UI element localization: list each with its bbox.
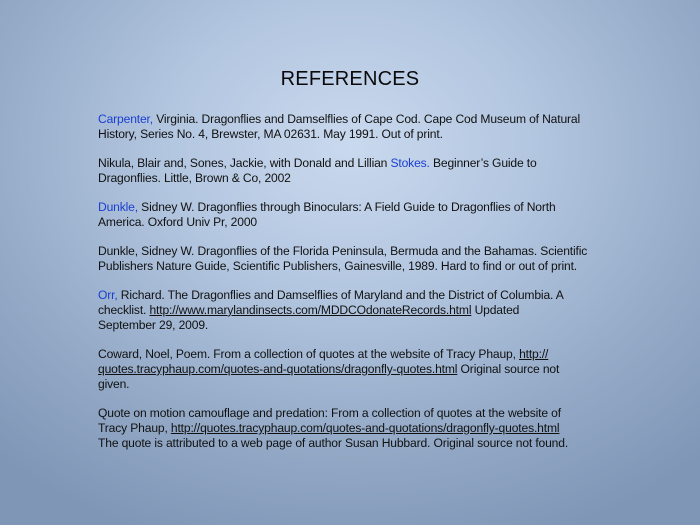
reference-link[interactable]: http:// [519,346,549,361]
reference-text: Publishers Nature Guide, Scientific Publishers, Gainesville, 1989. Hard to find or out of print. [98,258,578,273]
reference-line [98,171,598,186]
reference-text: Tracy Phaup, [98,421,171,436]
reference-line [98,244,598,259]
reference-item [98,244,598,274]
reference-line [98,303,598,318]
slide-title: REFERENCES [280,68,420,90]
reference-text: America. Oxford Univ Pr, 2000 [98,215,257,230]
reference-line [98,377,598,392]
reference-text: Virginia. Dragonflies and Damselflies of Cape Cod. Cape Cod Museum of Natural [152,112,581,126]
reference-text: Updated [471,302,520,317]
reference-line [98,259,598,274]
reference-line [98,421,598,436]
reference-item [98,112,598,142]
reference-line [98,127,598,142]
reference-text: checklist. [98,302,150,317]
reference-line [98,347,598,362]
reference-line [98,156,598,171]
reference-item [98,156,598,186]
reference-line [98,362,598,377]
reference-line [98,200,598,215]
reference-line [98,436,598,451]
reference-text: Richard. The Dragonflies and Damselflies of Maryland and the District of Columbia. A [117,287,564,302]
author-highlight: Dunkle, [98,199,138,214]
author-highlight: Stokes. [390,155,430,170]
reference-text: Beginner’s Guide to [429,155,537,170]
reference-text: Dragonflies. Little, Brown & Co, 2002 [98,171,291,186]
author-highlight: Carpenter, [98,112,153,126]
reference-text: Original source not [457,361,560,376]
reference-line [98,318,598,333]
reference-text: History, Series No. 4, Brewster, MA 02631. May 1991. Out of print. [98,127,443,142]
references-list [98,112,598,465]
reference-text: September 29, 2009. [98,318,209,333]
reference-line [98,406,598,421]
reference-text: Nikula, Blair and, Sones, Jackie, with Donald and Lillian [98,155,391,170]
reference-link[interactable]: http://www.marylandinsects.com/MDDCOdonateRecords.html [149,302,472,317]
reference-text: The quote is attributed to a web page of author Susan Hubbard. Original source not found. [98,436,569,451]
reference-line [98,112,598,127]
reference-item [98,406,598,452]
reference-item [98,347,598,393]
reference-link[interactable]: http://quotes.tracyphaup.com/quotes-and-quotations/dragonfly-quotes.html [170,421,560,436]
reference-link[interactable]: quotes.tracyphaup.com/quotes-and-quotations/dragonfly-quotes.html [98,361,458,376]
reference-text: Sidney W. Dragonflies through Binoculars: A Field Guide to Dragonflies of North [137,199,556,214]
reference-text: Dunkle, Sidney W. Dragonflies of the Florida Peninsula, Bermuda and the Bahamas. Scientific [98,243,588,258]
reference-line [98,288,598,303]
reference-text: given. [98,377,130,392]
reference-item [98,200,598,230]
reference-line [98,215,598,230]
author-highlight: Orr, [98,287,118,302]
reference-text: Quote on motion camouflage and predation: From a collection of quotes at the website of [98,405,561,420]
reference-item [98,288,598,334]
reference-text: Coward, Noel, Poem. From a collection of quotes at the website of Tracy Phaup, [98,346,520,361]
